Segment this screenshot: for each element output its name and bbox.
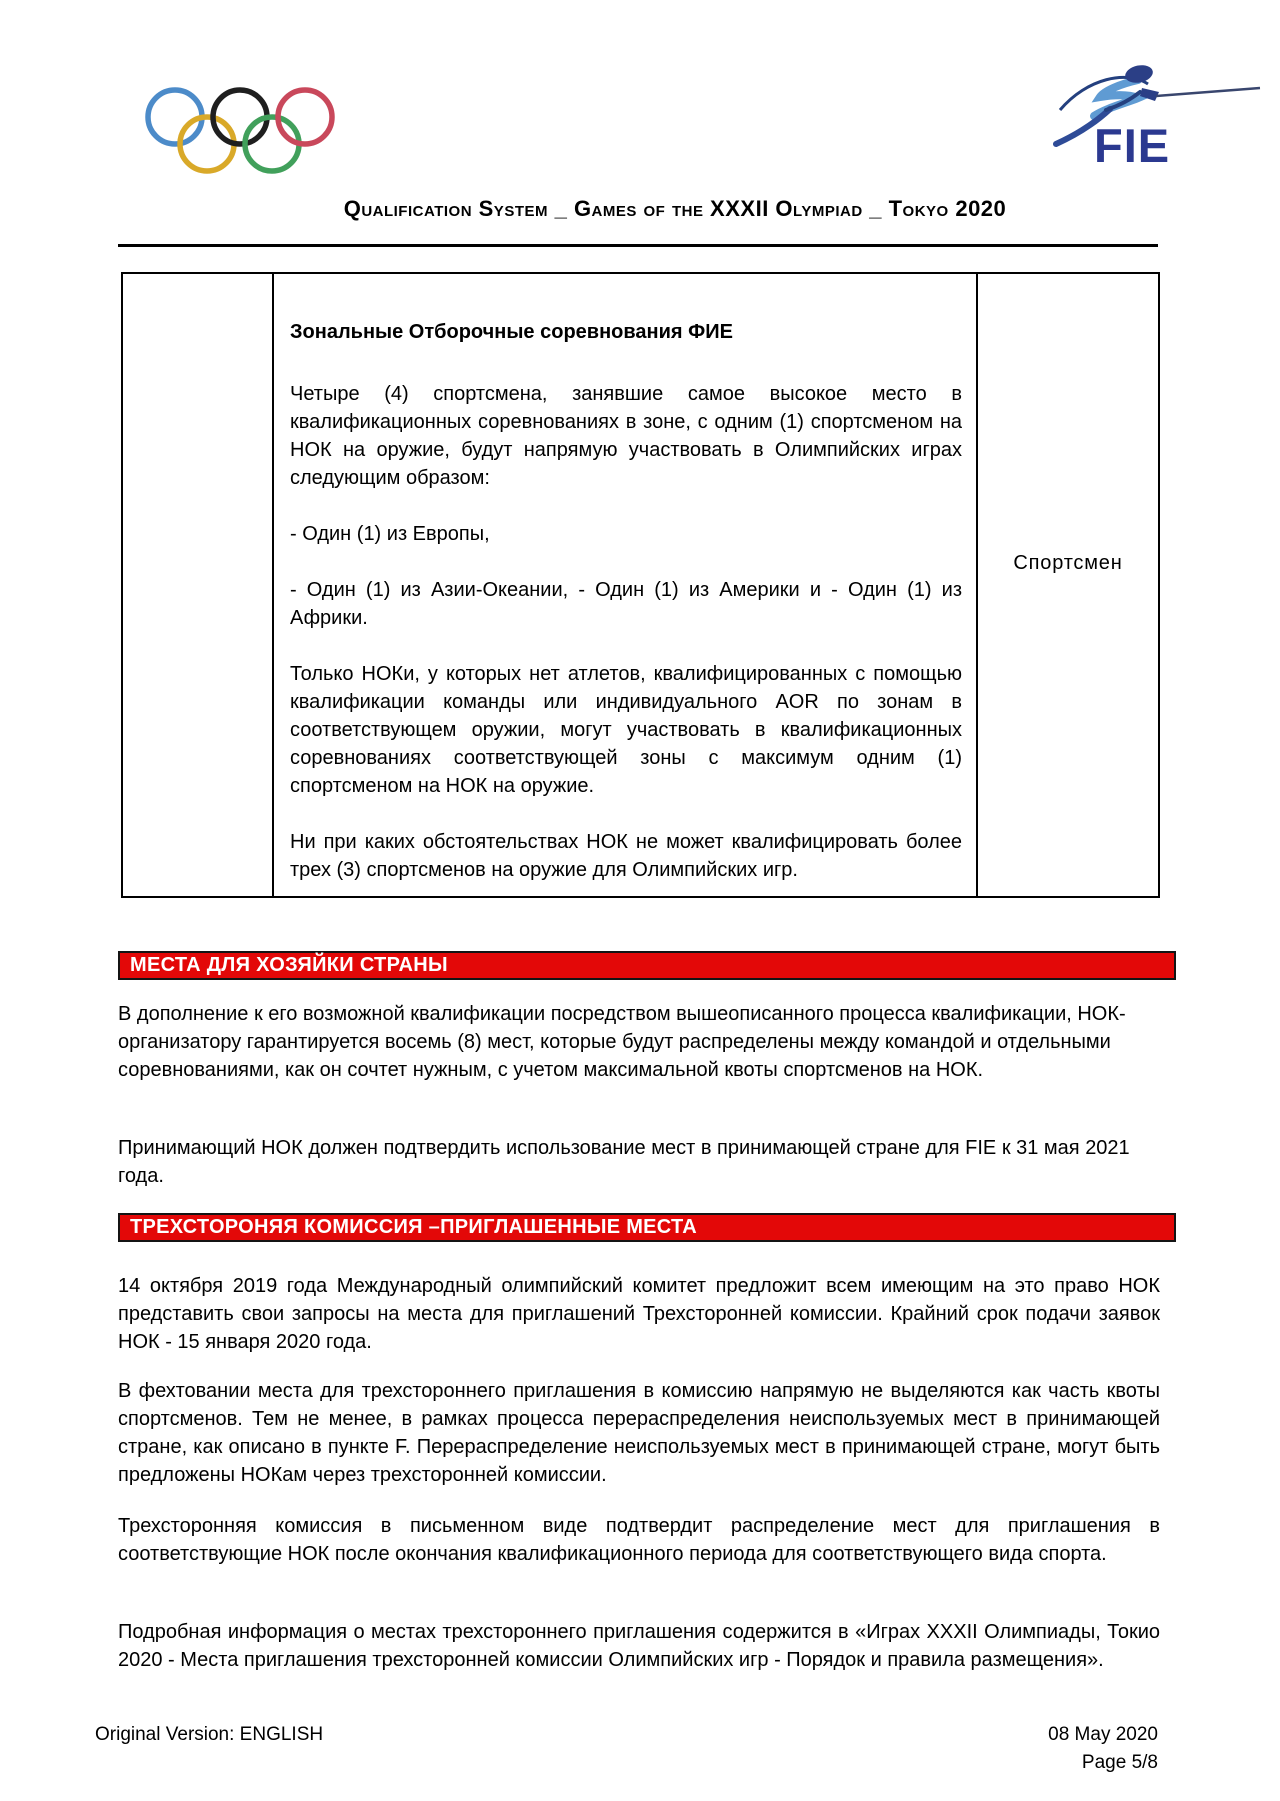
footer-row xyxy=(95,1722,1158,1748)
section-banner-host-country: МЕСТА ДЛЯ ХОЗЯЙКИ СТРАНЫ xyxy=(118,951,1176,980)
table-paragraph: Четыре (4) спортсмена, занявшие самое высокое место в квалификационных соревнованиях в зоне, с одним (1) спортсменом на НОК на оружие, будут напрямую участвовать в Олимпийских играх следующим образом: xyxy=(290,383,962,489)
table-row xyxy=(122,273,1159,897)
table-empty-cell xyxy=(122,273,273,897)
footer-date: 08 May 2020 xyxy=(1048,1724,1158,1745)
table-heading: Зональные Отборочные соревнования ФИЕ xyxy=(290,321,733,343)
epee-blade xyxy=(1156,88,1260,96)
paragraph: Трехсторонняя комиссия в письменном виде подтвердит распределение мест для приглашения в соответствующие НОК после окончания квалификационного периода для соответствующего вида спорта. xyxy=(118,1515,1160,1565)
athlete-column-cell: Спортсмен xyxy=(977,273,1159,897)
footer-page-row xyxy=(95,1750,1158,1776)
paragraph: Подробная информация о местах трехстороннего приглашения содержится в «Играх XXXII Олимпиады, Токио 2020 - Места приглашения трехсторонней комиссии Олимпийских игр - Порядок и правила размещения». xyxy=(118,1621,1160,1671)
section-banner-tripartite-commission: ТРЕХСТОРОНЯЯ КОМИССИЯ –ПРИГЛАШЕННЫЕ МЕСТА xyxy=(118,1213,1176,1242)
table-paragraph: Только НОКи, у которых нет атлетов, квалифицированных с помощью квалификации команды или индивидуального AOR по зонам в соответствующем оружии, могут участвовать в квалификационных соревнованиях соответствующей зоны с максимум одним (1) спортсменом на НОК на оружие. xyxy=(290,663,962,797)
qualification-table xyxy=(121,272,1160,898)
footer-original-version: Original Version: ENGLISH xyxy=(95,1724,324,1745)
page-title: Qualification System _ Games of the XXXII Olympiad _ Tokyo 2020 xyxy=(343,196,1007,221)
fie-logo xyxy=(1042,58,1264,170)
olympic-rings-icon xyxy=(142,84,338,179)
table-paragraph: - Один (1) из Европы, xyxy=(290,523,490,545)
table-body-cell xyxy=(273,273,977,897)
paragraph: 14 октября 2019 года Международный олимпийский комитет предложит всем имеющим на это право НОК представить свои запросы на места для приглашений Трехсторонней комиссии. Крайний срок подачи заявок НОК - 15 января 2020 года. xyxy=(118,1275,1160,1353)
paragraph: В дополнение к его возможной квалификации посредством вышеописанного процесса квалификации, НОК-организатору гарантируется восемь (8) мест, которые будут распределены между командой и отдельными соревнованиями, как он сочтет нужным, с учетом максимальной квоты спортсменов на НОК. xyxy=(118,1003,1126,1081)
title-rule xyxy=(118,244,1158,247)
table-paragraph: - Один (1) из Азии-Океании, - Один (1) из Америки и - Один (1) из Африки. xyxy=(290,579,962,629)
paragraph: В фехтовании места для трехстороннего приглашения в комиссию напрямую не выделяются как часть квоты спортсменов. Тем не менее, в рамках процесса перераспределения неиспользуемых мест в принимающей стране, как описано в пункте F. Перераспределение неиспользуемых мест в принимающей стране, могут быть предложены НОКам через трехсторонней комиссии. xyxy=(118,1380,1160,1486)
paragraph: Принимающий НОК должен подтвердить использование мест в принимающей стране для FIE к 31 мая 2021 года. xyxy=(118,1137,1130,1187)
fie-wordmark: FIE xyxy=(1094,119,1171,170)
footer-page-number: Page 5/8 xyxy=(1081,1752,1158,1773)
table-paragraph: Ни при каких обстоятельствах НОК не может квалифицировать более трех (3) спортсменов на оружие для Олимпийских игр. xyxy=(290,831,962,881)
